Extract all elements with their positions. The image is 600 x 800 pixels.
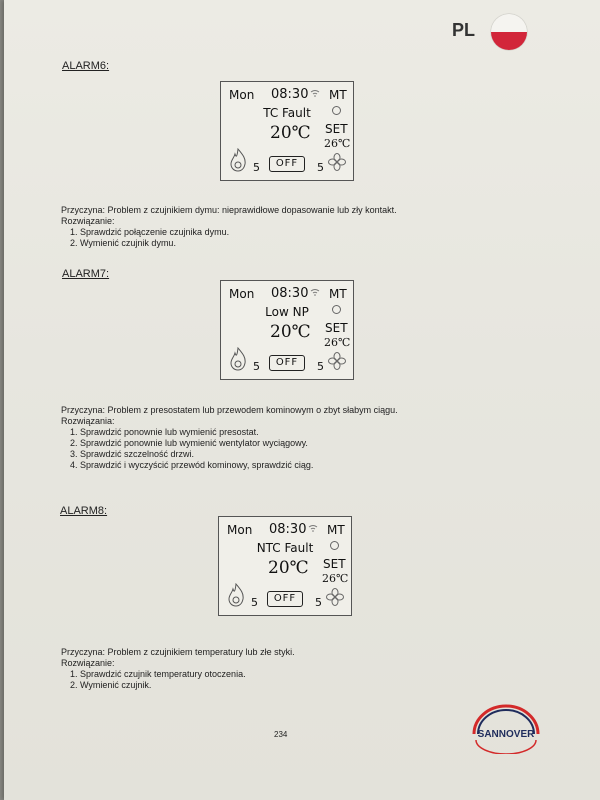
time-label: 08:30 <box>271 87 309 102</box>
set-temperature: 26℃ <box>322 572 349 585</box>
set-label: SET <box>325 321 348 335</box>
language-label: PL <box>452 20 476 40</box>
solution-label: Rozwiązanie: <box>61 658 115 668</box>
solution-step: 2. Wymienić czujnik dymu. <box>80 238 397 249</box>
solution-step: 1. Sprawdzić ponownie lub wymienić presostat. <box>80 427 398 438</box>
off-indicator: OFF <box>269 156 305 172</box>
flame-icon <box>227 583 245 607</box>
solution-step: 2. Sprawdzić ponownie lub wymienić wentylator wyciągowy. <box>80 438 398 449</box>
alarm7-display <box>220 280 354 380</box>
alarm6-display <box>220 81 354 181</box>
fault-label: Low NP <box>265 305 309 319</box>
alarm8-description <box>61 647 295 691</box>
fan-level: 5 <box>317 161 324 174</box>
set-temperature: 26℃ <box>324 336 351 349</box>
solution-step: 1. Sprawdzić czujnik temperatury otoczenia. <box>80 669 295 680</box>
power-level: 5 <box>251 596 258 609</box>
fan-icon <box>328 352 346 370</box>
solution-step: 1. Sprawdzić połączenie czujnika dymu. <box>80 227 397 238</box>
room-temperature: 20℃ <box>270 123 311 143</box>
fan-level: 5 <box>317 360 324 373</box>
mode-label: MT <box>329 287 347 301</box>
wifi-icon <box>310 288 320 296</box>
alarm6-title: ALARM6: <box>62 60 110 72</box>
solution-label: Rozwiązania: <box>61 416 115 426</box>
alarm8-display <box>218 516 352 616</box>
day-label: Mon <box>229 88 255 102</box>
time-label: 08:30 <box>269 522 307 537</box>
solution-step: 2. Wymienić czujnik. <box>80 680 295 691</box>
cause-text: Przyczyna: Problem z czujnikiem temperatury lub złe styki. <box>61 647 295 657</box>
room-temperature: 20℃ <box>270 322 311 342</box>
fan-icon <box>328 153 346 171</box>
day-label: Mon <box>229 287 255 301</box>
off-indicator: OFF <box>269 355 305 371</box>
flame-icon <box>229 347 247 371</box>
solution-label: Rozwiązanie: <box>61 216 115 226</box>
cause-text: Przyczyna: Problem z czujnikiem dymu: nieprawidłowe dopasowanie lub zły kontakt. <box>61 205 397 215</box>
fault-label: TC Fault <box>263 106 311 120</box>
set-temperature: 26℃ <box>324 137 351 150</box>
power-level: 5 <box>253 161 260 174</box>
flame-icon <box>229 148 247 172</box>
sannover-logo <box>466 704 546 754</box>
mode-label: MT <box>329 88 347 102</box>
alarm7-description <box>61 405 398 471</box>
fan-level: 5 <box>315 596 322 609</box>
mode-label: MT <box>327 523 345 537</box>
day-label: Mon <box>227 523 253 537</box>
page-number: 234 <box>274 730 288 739</box>
wifi-icon <box>310 89 320 97</box>
alarm7-title: ALARM7: <box>62 268 110 280</box>
solution-step: 3. Sprawdzić szczelność drzwi. <box>80 449 398 460</box>
alarm8-title: ALARM8: <box>60 505 108 517</box>
set-label: SET <box>323 557 346 571</box>
fault-label: NTC Fault <box>256 541 314 555</box>
set-label: SET <box>325 122 348 136</box>
alarm6-description <box>61 205 397 249</box>
document-page <box>4 0 600 800</box>
room-temperature: 20℃ <box>268 558 309 578</box>
power-level: 5 <box>253 360 260 373</box>
off-indicator: OFF <box>267 591 303 607</box>
wifi-icon <box>308 524 318 532</box>
time-label: 08:30 <box>271 286 309 301</box>
poland-flag-icon <box>491 14 527 50</box>
brand-text: SANNOVER <box>477 729 535 740</box>
fan-icon <box>326 588 344 606</box>
solution-step: 4. Sprawdzić i wyczyścić przewód kominowy, sprawdzić ciąg. <box>80 460 398 471</box>
cause-text: Przyczyna: Problem z presostatem lub przewodem kominowym o zbyt słabym ciągu. <box>61 405 398 415</box>
